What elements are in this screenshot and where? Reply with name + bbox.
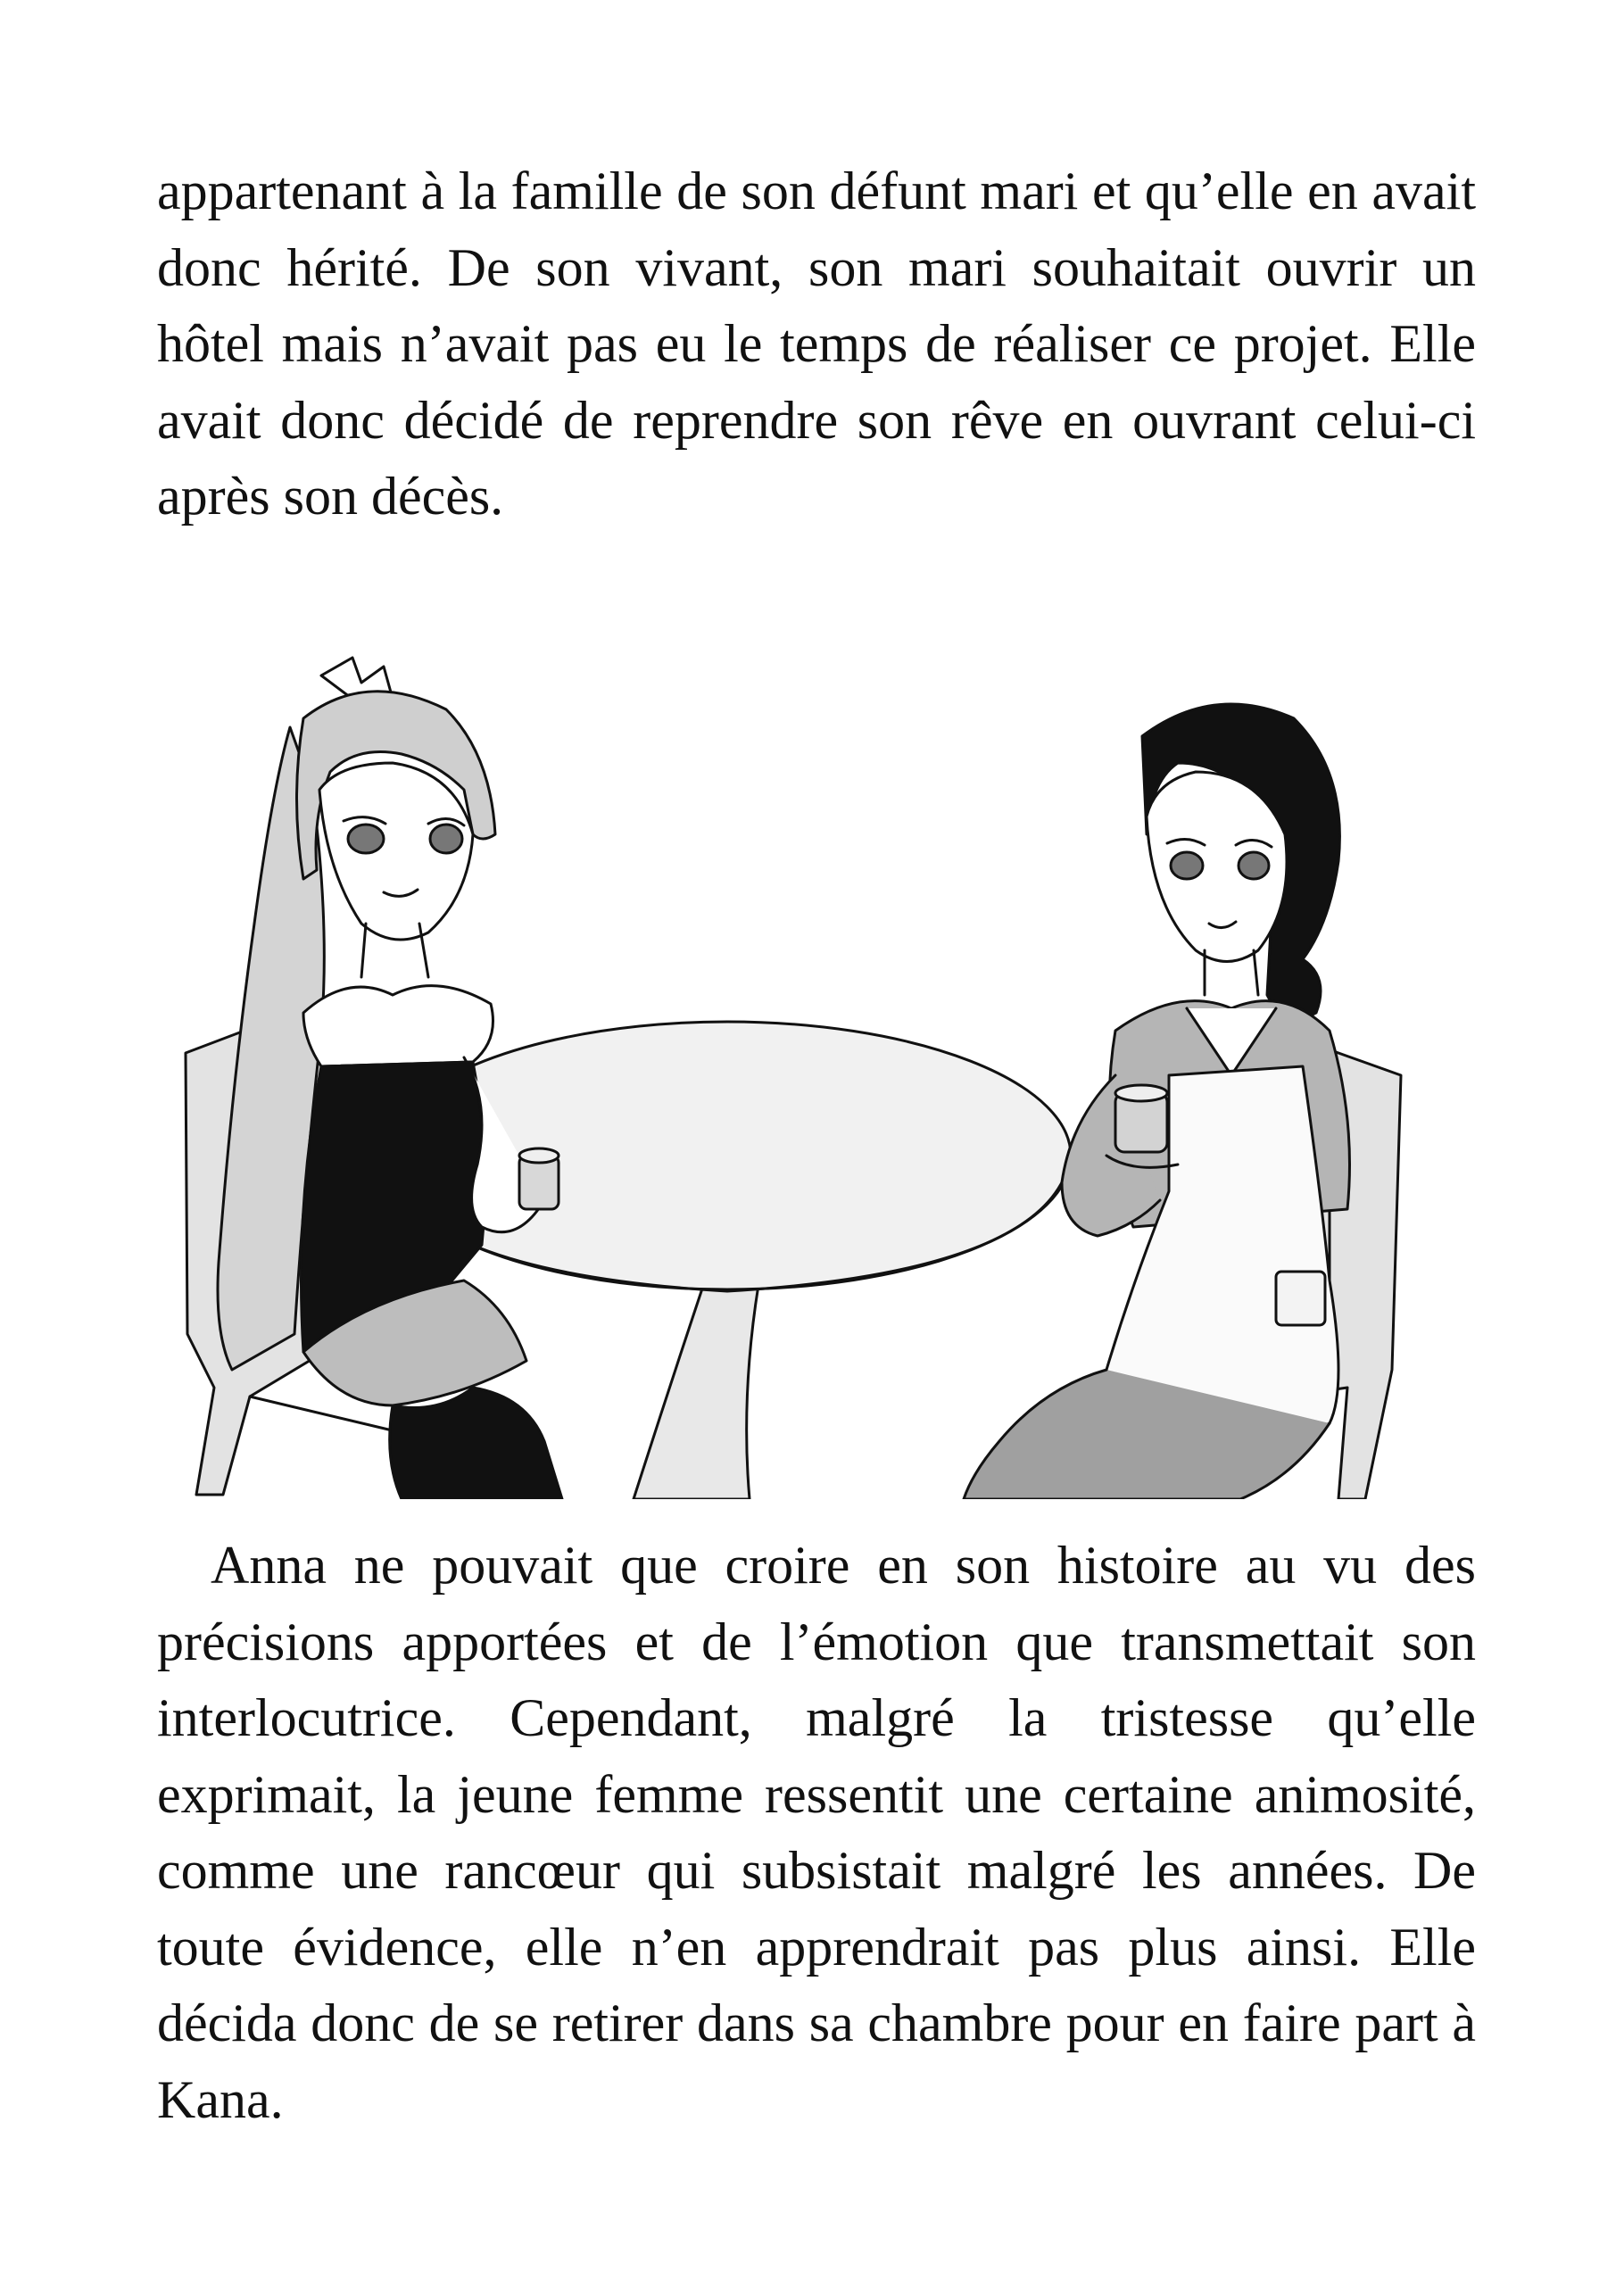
paragraph-top: appartenant à la famille de son défunt mari et qu’elle en avait donc hérité. De son vivant, son mari souhaitait ouvrir un hôtel mais n’avait pas eu le temps de réaliser ce projet. Elle avait donc décidé de reprendre son rêve en ouvrant celui-ci après son décès. <box>157 162 1476 526</box>
manga-illustration <box>170 656 1472 1499</box>
paragraph-bottom: Anna ne pouvait que croire en son histoire au vu des précisions apportées et de l’émotion que transmettait son interlocutrice. Cependant, malgré la tristesse qu’elle exprimait, la jeune femme ressentit une certaine animosité, comme une rancœur qui subsistait malgré les années. De toute évidence, elle n’en apprendrait pas plus ainsi. Elle décida donc de se retirer dans sa chambre pour en faire part à Kana. <box>157 1536 1476 2129</box>
illustration-two-women-at-table <box>170 656 1472 1499</box>
